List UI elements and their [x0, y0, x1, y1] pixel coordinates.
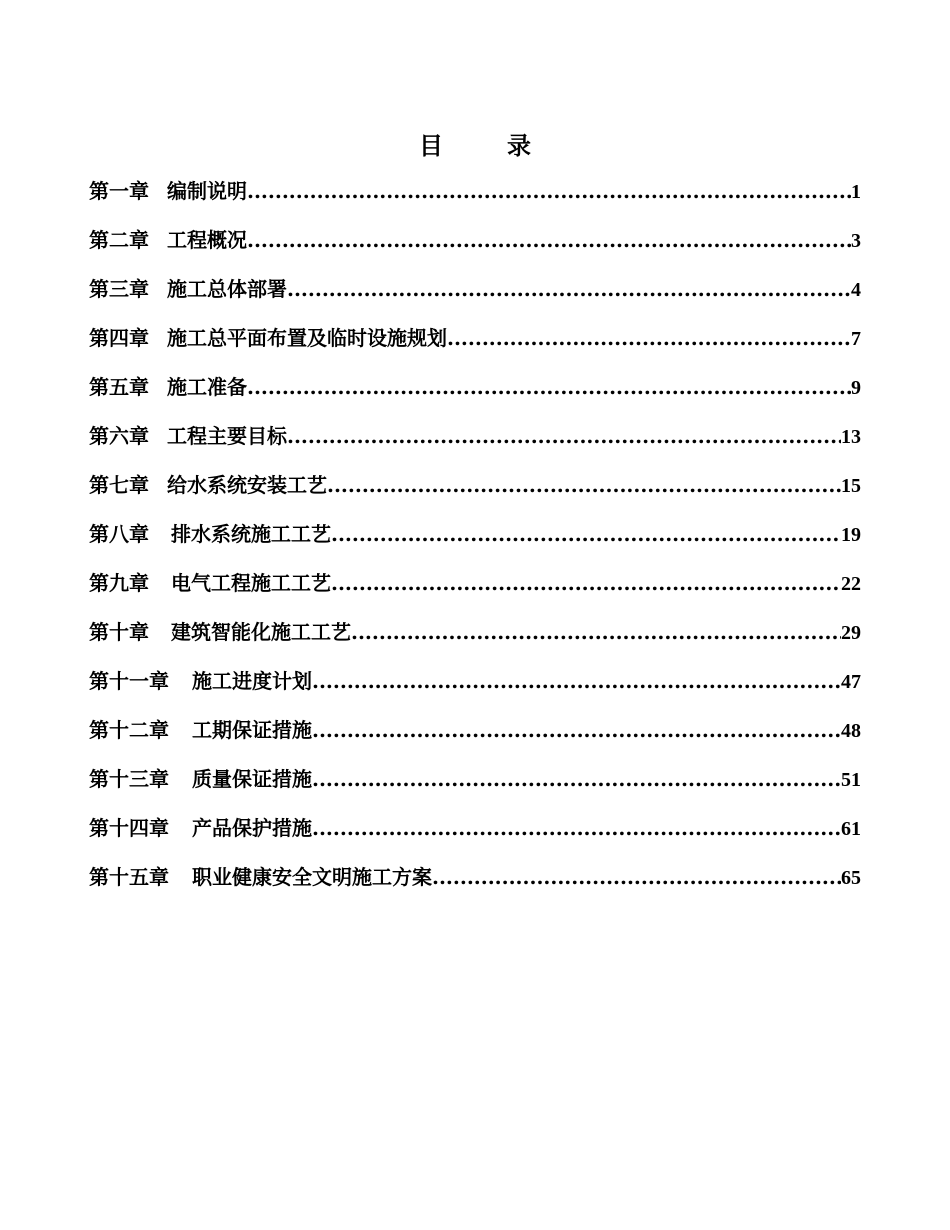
toc-chapter-number: 第二章	[89, 228, 149, 252]
toc-chapter-number: 第三章	[89, 277, 149, 301]
toc-chapter-title: 质量保证措施	[192, 767, 312, 791]
toc-entry[interactable]	[89, 372, 861, 421]
toc-dot-leader	[331, 519, 841, 549]
toc-chapter-number: 第十四章	[89, 816, 169, 840]
toc-chapter-title: 排水系统施工工艺	[171, 522, 331, 546]
toc-chapter-number: 第七章	[89, 473, 149, 497]
toc-chapter-number: 第五章	[89, 375, 149, 399]
toc-entry[interactable]	[89, 176, 861, 225]
toc-page-number: 47	[841, 671, 861, 693]
toc-page-number: 19	[841, 524, 861, 546]
toc-page-number: 9	[851, 377, 861, 399]
toc-chapter-number: 第六章	[89, 424, 149, 448]
toc-chapter-number: 第十章	[89, 620, 149, 644]
toc-page-number: 65	[841, 867, 861, 889]
toc-chapter-title: 电气工程施工工艺	[171, 571, 331, 595]
toc-chapter-title: 施工准备	[167, 375, 247, 399]
toc-entry[interactable]	[89, 617, 861, 666]
toc-dot-leader	[312, 764, 841, 794]
toc-dot-leader	[287, 274, 851, 304]
toc-chapter-title: 建筑智能化施工工艺	[171, 620, 351, 644]
toc-dot-leader	[351, 617, 841, 647]
toc-list	[89, 176, 861, 911]
toc-chapter-title: 工期保证措施	[192, 718, 312, 742]
toc-chapter-number: 第九章	[89, 571, 149, 595]
toc-dot-leader	[312, 813, 841, 843]
toc-entry[interactable]	[89, 274, 861, 323]
toc-entry[interactable]	[89, 666, 861, 715]
toc-chapter-number: 第十三章	[89, 767, 169, 791]
toc-dot-leader	[247, 225, 851, 255]
toc-page-number: 22	[841, 573, 861, 595]
toc-dot-leader	[327, 470, 841, 500]
toc-chapter-number: 第一章	[89, 179, 149, 203]
toc-entry[interactable]	[89, 862, 861, 911]
toc-entry[interactable]	[89, 568, 861, 617]
toc-chapter-title: 工程主要目标	[167, 424, 287, 448]
toc-dot-leader	[247, 176, 851, 206]
toc-page-number: 1	[851, 181, 861, 203]
toc-chapter-title: 施工总体部署	[167, 277, 287, 301]
toc-title: 目 录	[419, 131, 551, 160]
toc-page-number: 61	[841, 818, 861, 840]
toc-entry[interactable]	[89, 323, 861, 372]
toc-dot-leader	[312, 666, 841, 696]
toc-page-number: 13	[841, 426, 861, 448]
toc-page-number: 51	[841, 769, 861, 791]
toc-entry[interactable]	[89, 519, 861, 568]
toc-chapter-number: 第十二章	[89, 718, 169, 742]
toc-dot-leader	[432, 862, 841, 892]
toc-chapter-number: 第十五章	[89, 865, 169, 889]
toc-entry[interactable]	[89, 225, 861, 274]
toc-dot-leader	[331, 568, 841, 598]
toc-dot-leader	[312, 715, 841, 745]
toc-dot-leader	[287, 421, 841, 451]
toc-entry[interactable]	[89, 421, 861, 470]
toc-chapter-title: 职业健康安全文明施工方案	[192, 865, 432, 889]
toc-dot-leader	[247, 372, 851, 402]
toc-chapter-title: 施工进度计划	[192, 669, 312, 693]
toc-page-number: 3	[851, 230, 861, 252]
toc-page-number: 48	[841, 720, 861, 742]
toc-page-number: 29	[841, 622, 861, 644]
toc-page-number: 7	[851, 328, 861, 350]
toc-page-number: 4	[851, 279, 861, 301]
toc-chapter-title: 施工总平面布置及临时设施规划	[167, 326, 447, 350]
toc-chapter-title: 给水系统安装工艺	[167, 473, 327, 497]
toc-entry[interactable]	[89, 813, 861, 862]
toc-entry[interactable]	[89, 715, 861, 764]
toc-chapter-number: 第十一章	[89, 669, 169, 693]
toc-dot-leader	[447, 323, 851, 353]
toc-chapter-number: 第八章	[89, 522, 149, 546]
toc-chapter-title: 编制说明	[167, 179, 247, 203]
toc-page-number: 15	[841, 475, 861, 497]
toc-entry[interactable]	[89, 764, 861, 813]
toc-chapter-number: 第四章	[89, 326, 149, 350]
toc-entry[interactable]	[89, 470, 861, 519]
toc-chapter-title: 产品保护措施	[192, 816, 312, 840]
toc-chapter-title: 工程概况	[167, 228, 247, 252]
